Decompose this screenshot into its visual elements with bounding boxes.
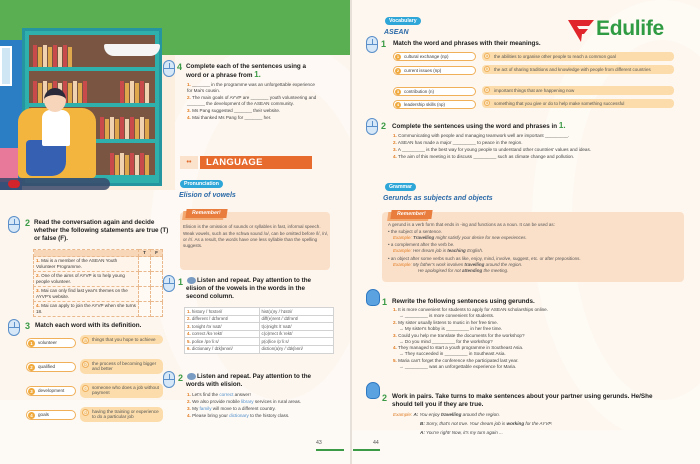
sentence xyxy=(187,82,317,94)
lightbulb-icon xyxy=(366,289,380,306)
rule-text: A gerund is a verb form that ends in -ing and functions as a noun. It can be used as: xyxy=(388,222,555,227)
line-text: You enjoy xyxy=(418,412,441,417)
exercise-title: Listen and repeat. Pay attention to the elision of the vowels in the words in the second column. xyxy=(186,277,312,300)
item-number: 2. xyxy=(393,319,397,325)
original-sentence: It is more convenient for students to apply for ASEAN scholarships online. xyxy=(398,307,549,312)
match-word[interactable] xyxy=(26,362,76,372)
item-number: 3. xyxy=(187,406,191,411)
text: My xyxy=(192,406,200,411)
row-number: 6. xyxy=(187,346,191,352)
match-definition[interactable] xyxy=(80,407,163,422)
word-elided: c(o)rrect /kˈrekt/ xyxy=(259,330,334,338)
original-sentence: Maria can't forget the conference she participated last year. xyxy=(398,358,519,364)
sentence xyxy=(393,154,693,160)
row-number: 3. xyxy=(36,288,40,293)
sentence xyxy=(393,147,693,153)
column-header-true: T xyxy=(139,250,151,257)
item-number: 1. xyxy=(393,307,397,312)
item-number: 2. xyxy=(393,140,397,145)
original-sentence: Could you help me translate the documents for the workshop? xyxy=(398,332,525,338)
word-full: history /ˈhɪstəri/ xyxy=(191,308,223,314)
item-number: 4. xyxy=(393,345,397,351)
title-text: Complete each of the sentences using a word or a phrase from xyxy=(186,63,307,79)
remember-label: Remember! xyxy=(390,210,432,219)
rewrite-prompt: → _________ was an unforgettable experience for Maria. xyxy=(399,364,517,370)
letter-badge: c xyxy=(484,87,490,93)
speaker: A: xyxy=(413,412,419,417)
highlighted-word: family xyxy=(199,406,212,411)
section-subhead: ASEAN xyxy=(384,29,409,36)
definition-text: something that you give or do to help make something successful xyxy=(494,100,625,106)
mouse-icon xyxy=(366,118,378,135)
row-number: 3. xyxy=(187,323,191,329)
sentence-text: Mai thanked Ms Pang for _______ her. xyxy=(192,115,272,121)
word-label: goals xyxy=(38,412,49,417)
letter-badge: d xyxy=(485,101,489,106)
match-definition[interactable] xyxy=(80,335,163,344)
sentence-text: Ms Pang suggested _______ their website. xyxy=(192,108,281,114)
item-number: 5. xyxy=(393,358,397,364)
item-number: 1. xyxy=(187,392,191,397)
pronunciation-tag: Pronunciation xyxy=(180,180,223,188)
word-elided: p(o)lice /pˈliːs/ xyxy=(259,338,334,346)
example xyxy=(388,248,683,254)
sentence xyxy=(393,140,693,146)
sentence xyxy=(187,108,317,114)
word-label: leadership skills (np) xyxy=(404,102,446,107)
mouse-icon xyxy=(163,275,175,292)
example-label: Example: xyxy=(393,248,412,254)
table-row xyxy=(34,272,163,287)
shoe xyxy=(8,180,20,188)
sentence-text: ASEAN has made a major _________ to peace in the region. xyxy=(397,140,523,145)
example-label: Example: xyxy=(393,412,413,417)
number-badge: 3 xyxy=(396,88,400,94)
gerund: travelling xyxy=(440,412,462,417)
word-full: police /pəˈliːs/ xyxy=(191,338,219,344)
exercise-title: Listen and repeat. Pay attention to the words with elision. xyxy=(186,373,312,388)
exercise-title xyxy=(186,63,321,80)
rewrite-prompt: → Do you mind _________ for the workshop? xyxy=(399,338,493,344)
number-badge: 4 xyxy=(396,101,400,107)
item-number: 3. xyxy=(393,332,397,338)
number-badge: 2 xyxy=(28,364,35,371)
sentence-text: The main goals of AYVP are _______ youth volunteering and _______ the development of the ASEAN community. xyxy=(187,95,317,107)
highlighted-word: dictionary xyxy=(229,413,249,418)
shelf xyxy=(29,35,155,67)
number-badge: 1 xyxy=(396,53,400,59)
rule-text: Elision is the omission of sounds or syllables in fast, informal speech. xyxy=(183,224,321,229)
dots-icon: •• xyxy=(180,156,198,169)
section-title: LANGUAGE xyxy=(200,156,312,169)
mouse-icon xyxy=(8,216,20,233)
gerund: travelling xyxy=(464,261,485,267)
column-header-false: F xyxy=(151,250,163,257)
word-label: contribution (n) xyxy=(404,89,435,94)
dialogue-line xyxy=(393,428,673,437)
sentence-list xyxy=(393,133,693,161)
match-word[interactable] xyxy=(393,66,476,75)
sentence-text: The aim of this meeting is to discuss _________ such as climate change and pollution. xyxy=(398,154,575,159)
letter-badge: c xyxy=(82,385,89,392)
row-number: 4. xyxy=(187,331,191,337)
letter-badge: b xyxy=(485,67,489,72)
definition-text: important things that are happening now xyxy=(494,87,575,93)
rule-bullet: • the subject of a sentence. xyxy=(388,229,443,235)
example-text: My father's work involves xyxy=(413,261,465,267)
sentence-text: _______ in the programme was an unforgettable experience for Mai's cousin. xyxy=(187,82,315,94)
false-cell[interactable] xyxy=(151,302,163,317)
title-ref: 1. xyxy=(254,70,261,79)
definition-text: the abilities to organise other people to reach a common goal xyxy=(494,53,616,59)
exercise-title: Work in pairs. Take turns to make sentences about your partner using gerunds. He/She should tell you if they are true. xyxy=(392,393,653,408)
match-definition[interactable] xyxy=(482,52,674,61)
match-word[interactable] xyxy=(26,386,76,396)
word-elided: diff(e)rent /ˈdɪfrənt/ xyxy=(259,315,334,323)
column-header xyxy=(34,250,139,257)
page-underline xyxy=(316,449,344,451)
row-number: 2. xyxy=(36,273,40,278)
item-number: 3. xyxy=(187,108,191,114)
mouse-icon xyxy=(163,371,175,388)
table-row xyxy=(185,338,334,346)
sentence xyxy=(187,95,317,107)
sentence-text: A _________ is the best way for young people to understand other countries' values and ideas. xyxy=(397,147,592,152)
example-text: Her dream job is xyxy=(413,248,448,254)
match-definition[interactable] xyxy=(482,99,674,108)
text: to the history class. xyxy=(248,413,290,418)
highlighted-word: correct xyxy=(219,392,234,397)
match-word[interactable] xyxy=(393,87,476,96)
vocabulary-tag: Vocabulary xyxy=(385,17,421,25)
title-text: Complete the sentences using the word and phrases in xyxy=(392,123,558,130)
word-label: current issues (np) xyxy=(404,68,442,73)
table-row xyxy=(185,323,334,331)
definition-text: the act of sharing traditions and knowledge with people from different countries xyxy=(494,66,651,72)
gerund: Travelling xyxy=(413,235,435,241)
dialogue-line xyxy=(393,410,673,419)
match-definition[interactable] xyxy=(482,86,674,95)
table-row xyxy=(185,330,334,338)
false-cell[interactable] xyxy=(151,272,163,287)
ship-model xyxy=(104,44,160,56)
example-text: around the region. xyxy=(484,261,523,267)
letter-badge: a xyxy=(485,54,489,59)
rewrite-prompt: → _________ is more convenient for students. xyxy=(399,313,495,318)
rewrite-list xyxy=(393,307,683,371)
word-elided: t(o)night /tˈnaɪt/ xyxy=(259,323,334,331)
sentence-list xyxy=(187,392,322,420)
sentence xyxy=(187,406,322,412)
language-banner xyxy=(180,156,312,169)
rule-bullet: • an object after some verbs such as like, enjoy, mind, involve, suggest, etc. or after prepositions. xyxy=(388,255,581,261)
mouse-icon xyxy=(366,36,378,53)
girl-head xyxy=(44,88,66,112)
example xyxy=(388,268,683,274)
statement: Mai can only find last year's themes on the AYVP's website. xyxy=(36,288,128,299)
grammar-tag: Grammar xyxy=(385,183,416,191)
original-sentence: My sister usually listens to music in her free time. xyxy=(398,319,498,325)
side-table xyxy=(0,148,18,182)
exercise-number: 3 xyxy=(25,321,31,331)
table-row xyxy=(185,308,334,316)
item-number: 3. xyxy=(393,147,397,152)
word-full: tonight /təˈnaɪt/ xyxy=(191,323,222,329)
rule-bullet: • a complement after the verb be. xyxy=(388,242,455,248)
word-full: correct /kəˈrekt/ xyxy=(191,331,223,337)
word-label: cultural exchange (np) xyxy=(404,54,449,59)
remember-text xyxy=(183,224,329,250)
match-definition[interactable] xyxy=(482,65,674,74)
table-row xyxy=(34,257,163,272)
example-dialogue xyxy=(393,410,673,437)
sentence xyxy=(187,392,322,398)
example-text: the meeting. xyxy=(482,267,509,273)
item-number: 2. xyxy=(187,399,191,404)
statement: Mai is a member of the ASEAN Youth Volunteer Programme. xyxy=(36,258,118,269)
rewrite-prompt: → My sister's hobby is _________ in her free time. xyxy=(399,325,503,331)
number-badge: 4 xyxy=(28,412,35,419)
text: We also provide mobile xyxy=(192,399,242,404)
sentence xyxy=(187,413,322,419)
line-text: Sorry, that's not true. Your dream job is xyxy=(424,421,507,426)
true-cell[interactable] xyxy=(139,272,151,287)
section-subhead: Gerunds as subjects and objects xyxy=(383,195,493,202)
table-row xyxy=(34,287,163,302)
word-elided: diction(a)ry /ˈdɪkʃənri/ xyxy=(259,345,334,353)
word-label: development xyxy=(38,388,65,393)
row-number: 2. xyxy=(187,316,191,322)
original-sentence: They managed to start a youth programme in Southeast Asia. xyxy=(398,345,524,351)
line-text: You're right! Now, it's my turn again ... xyxy=(424,430,503,435)
definition-text: things that you hope to achieve xyxy=(92,336,156,342)
gerund: attending xyxy=(462,267,483,273)
match-word[interactable] xyxy=(393,52,476,61)
item-number: 2. xyxy=(187,95,191,101)
word-elided: hist(o)ry /ˈhɪstri/ xyxy=(259,308,334,316)
text: will move to a different country. xyxy=(211,406,276,411)
rule-text: Weak vowels, such as the schwa sound /ə/, can be omitted before /l/, /n/, or /r/. As a result, the words have one less syllable than the spelling suggests. xyxy=(183,231,329,249)
exercise-title: Match the word and phrases with their meanings. xyxy=(393,40,541,47)
match-definition[interactable] xyxy=(80,383,163,398)
sentence xyxy=(187,399,322,405)
word-label: qualified xyxy=(38,364,56,369)
statement: One of the aims of AYVP is to help young people volunteer. xyxy=(36,273,125,284)
definition-text: having the training or experience to do a particular job xyxy=(92,408,159,420)
word-full: different /ˈdɪfərənt/ xyxy=(191,316,229,322)
false-cell[interactable] xyxy=(151,257,163,272)
rewrite-prompt: → They succeeded in _________ in Southeast Asia. xyxy=(399,351,506,357)
lightbulb-icon xyxy=(366,382,380,399)
girl-shirt xyxy=(42,110,70,146)
example-text: might satisfy your desire for new experiences. xyxy=(434,235,527,241)
item-number: 4. xyxy=(393,154,397,159)
text: Please bring your xyxy=(192,413,230,418)
page-number: 44 xyxy=(373,440,379,446)
definition-text: the process of becoming bigger and better xyxy=(92,360,157,372)
definition-text: someone who does a job without payment xyxy=(92,384,159,396)
exercise-number: 1 xyxy=(178,277,184,287)
match-word[interactable] xyxy=(393,100,476,109)
row-number: 1. xyxy=(187,308,191,314)
word-label: volunteer xyxy=(38,340,57,345)
sentence-list xyxy=(187,82,317,122)
page-number: 43 xyxy=(316,440,322,446)
line-text: for the AYVP. xyxy=(524,421,553,426)
dialogue-line xyxy=(393,419,673,428)
number-badge: 2 xyxy=(396,67,400,73)
exercise-title: Read the conversation again and decide whether the following statements are true (T) or false (F). xyxy=(34,219,169,242)
exercise-title xyxy=(392,122,692,131)
section-subhead: Elision of vowels xyxy=(179,192,236,199)
elision-table xyxy=(184,307,334,354)
title-ref: 1. xyxy=(558,121,566,130)
table-row xyxy=(34,302,163,317)
text: services in rural areas. xyxy=(253,399,302,404)
mouse-icon xyxy=(8,319,20,336)
letter-badge: b xyxy=(82,361,89,368)
number-badge: 1 xyxy=(28,340,35,347)
text: Let's find the xyxy=(192,392,220,397)
line-text: around the region. xyxy=(461,412,500,417)
table-row xyxy=(185,345,334,353)
exercise-number: 2 xyxy=(382,393,388,403)
exercise-number: 2 xyxy=(178,373,184,383)
item-number: 4. xyxy=(187,413,191,418)
highlighted-word: library xyxy=(241,399,254,404)
remember-text xyxy=(388,222,683,275)
exercise-number: 2 xyxy=(381,121,387,131)
number-badge: 3 xyxy=(28,388,35,395)
letter-badge: a xyxy=(82,337,89,344)
example-text: He apologised for not xyxy=(418,267,463,273)
exercise-title: Match each word with its definition. xyxy=(35,322,142,329)
match-word[interactable] xyxy=(26,410,76,420)
table-row xyxy=(185,315,334,323)
sentence xyxy=(393,133,693,139)
row-number: 1. xyxy=(36,258,40,263)
item-number: 4. xyxy=(187,115,191,121)
picture-frame xyxy=(0,46,12,86)
true-false-table xyxy=(33,249,163,317)
page-underline xyxy=(353,449,380,451)
exercise-number: 1 xyxy=(381,39,387,49)
statement: Mai can apply to join the AYVP when she turns 18. xyxy=(36,303,136,314)
example-label: Example: xyxy=(393,235,412,241)
edulife-logo-icon xyxy=(568,20,594,42)
false-cell[interactable] xyxy=(151,287,163,302)
example-text: English. xyxy=(465,248,484,254)
true-cell[interactable] xyxy=(139,287,151,302)
speaker: B: xyxy=(420,421,425,426)
row-number: 5. xyxy=(187,338,191,344)
sentence xyxy=(187,115,317,121)
letter-badge: d xyxy=(82,409,89,416)
match-word[interactable] xyxy=(26,338,76,348)
gerund: teaching xyxy=(447,248,466,254)
example xyxy=(388,235,683,241)
mouse-icon xyxy=(163,60,175,77)
speaker: A: xyxy=(420,430,425,435)
true-cell[interactable] xyxy=(139,302,151,317)
exercise-number: 2 xyxy=(25,218,31,228)
example-label: Example: xyxy=(393,261,412,267)
text: answer! xyxy=(233,392,251,397)
exercise-title: Rewrite the following sentences using gerunds. xyxy=(392,298,535,305)
gerund: working xyxy=(506,421,525,426)
item-number: 1. xyxy=(393,133,397,138)
sentence-text: Communicating with people and managing teamwork well are important _________. xyxy=(398,133,570,138)
remember-label: Remember! xyxy=(185,209,227,218)
item-number: 1. xyxy=(187,82,191,87)
row-number: 4. xyxy=(36,303,40,308)
match-definition[interactable] xyxy=(80,359,163,374)
exercise-number: 4 xyxy=(177,62,183,72)
word-full: dictionary /ˈdɪkʃənəri/ xyxy=(191,346,233,352)
exercise-number: 1 xyxy=(382,297,388,307)
logo-text: Edulife xyxy=(596,17,664,40)
true-cell[interactable] xyxy=(139,257,151,272)
